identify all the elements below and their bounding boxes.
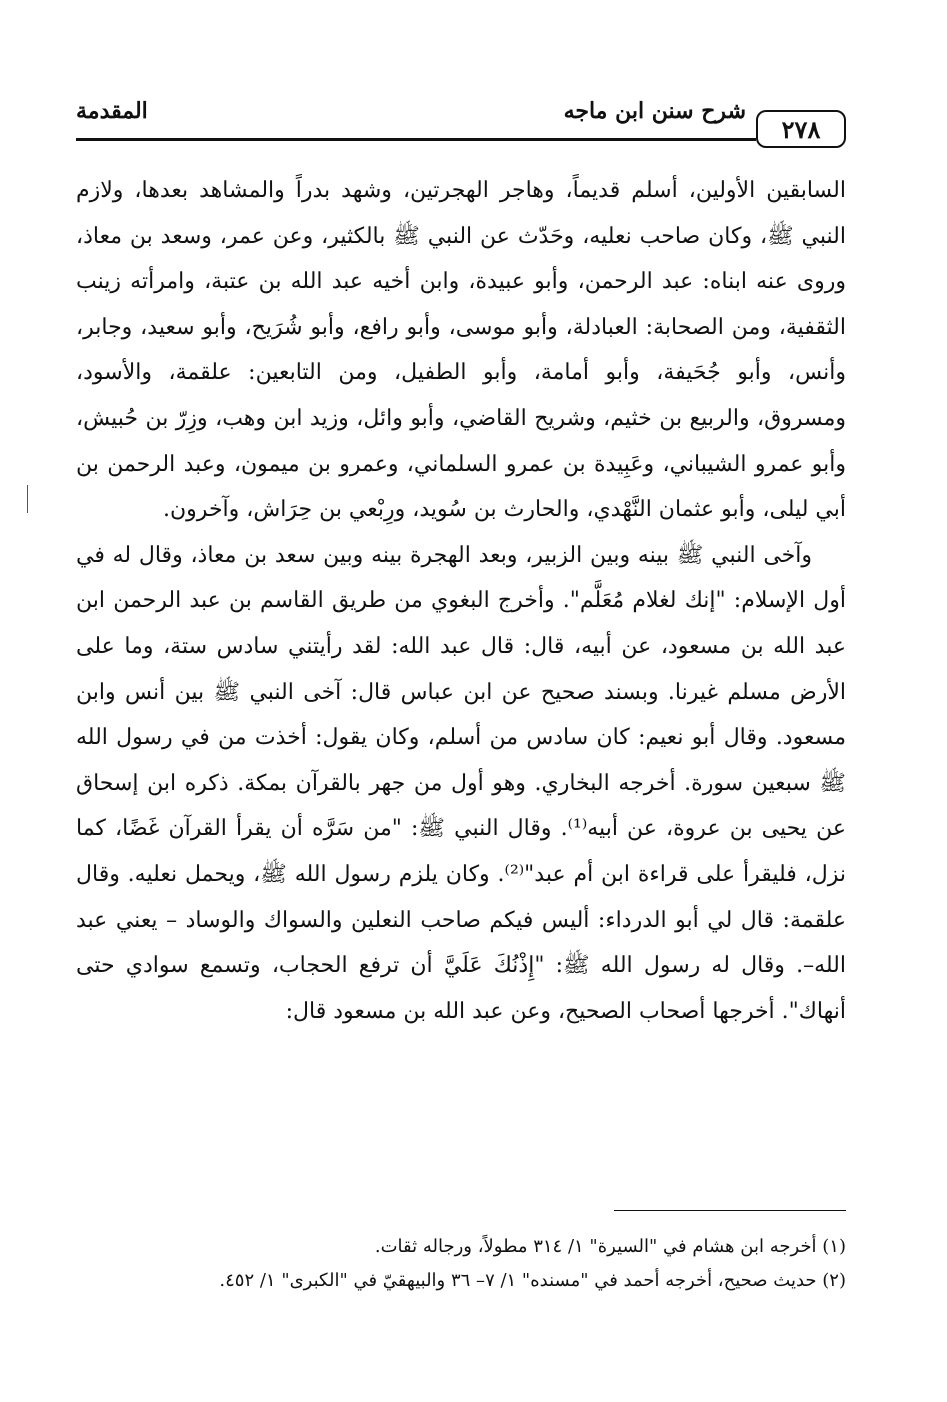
header-rule: [76, 138, 756, 141]
paragraph: وآخى النبي ﷺ بينه وبين الزبير، وبعد الهجرة بينه وبين سعد بن معاذ، وقال له في أول الإسلام: "إنك لغلام مُعَلَّم". وأخرج البغوي من طريق القاسم بن عبد الرحمن ابن عبد الله بن مسعود، عن أبيه، قال: قال عبد الله: لقد رأيتني سادس ستة، وما على الأرض مسلم غيرنا. وبسند صحيح عن ابن عباس قال: آخى النبي ﷺ بين أنس وابن مسعود. وقال أبو نعيم: كان سادس من أسلم، وكان يقول: أخذت من في رسول الله ﷺ سبعين سورة. أخرجه البخاري. وهو أول من جهر بالقرآن بمكة. ذكره ابن إسحاق عن يحيى بن عروة، عن أبيه⁽¹⁾. وقال النبي ﷺ: "من سَرَّه أن يقرأ القرآن غَضًا، كما نزل، فليقرأ على قراءة ابن أم عبد"⁽²⁾. وكان يلزم رسول الله ﷺ، ويحمل نعليه. وقال علقمة: قال لي أبو الدرداء: أليس فيكم صاحب النعلين والسواك والوساد – يعني عبد الله–. وقال له رسول الله ﷺ: "إِذْنُكَ عَلَيَّ أن ترفع الحجاب، وتسمع سوادي حتى أنهاك". أخرجها أصحاب الصحيح، وعن عبد الله بن مسعود قال:: [76, 542, 847, 1024]
section-title: المقدمة: [76, 98, 148, 124]
scan-mark: [27, 485, 28, 513]
footnotes: [76, 1230, 846, 1298]
paragraph: السابقين الأولين، أسلم قديماً، وهاجر الهجرتين، وشهد بدراً والمشاهد بعدها، ولازم النبي ﷺ، وكان صاحب نعليه، وحَدّث عن النبي ﷺ بالكثير، وعن عمر، وسعد بن معاذ، وروى عنه ابناه: عبد الرحمن، وأبو عبيدة، وابن أخيه عبد الله بن عتبة، وامرأته زينب الثقفية، ومن الصحابة: العبادلة، وأبو موسى، وأبو رافع، وأبو شُرَيح، وأبو سعيد، وجابر، وأنس، وأبو جُحَيفة، وأبو أمامة، وأبو الطفيل، ومن التابعين: علقمة، والأسود، ومسروق، والربيع بن خثيم، وشريح القاضي، وأبو وائل، وزيد ابن وهب، وزِرّ بن حُبيش، وأبو عمرو الشيباني، وعَبِيدة بن عمرو السلماني، وعمرو بن ميمون، وعبد الرحمن بن أبي ليلى، وأبو عثمان النَّهْدي، والحارث بن سُويد، ورِبْعي بن حِرَاش، وآخرون.: [76, 178, 846, 523]
page-number: ٢٧٨: [756, 110, 846, 148]
main-text: [76, 168, 846, 1034]
book-title: شرح سنن ابن ماجه: [563, 98, 746, 124]
page-header: [76, 96, 846, 156]
footnote-separator: [614, 1210, 846, 1211]
footnote: (١) أخرجه ابن هشام في "السيرة" ١/ ٣١٤ مطولاً، ورجاله ثقات.: [374, 1236, 846, 1257]
footnote: (٢) حديث صحيح، أخرجه أحمد في "مسنده" ١/ ٧– ٣٦ والبيهقيّ في "الكبرى" ١/ ٤٥٢.: [219, 1270, 846, 1291]
